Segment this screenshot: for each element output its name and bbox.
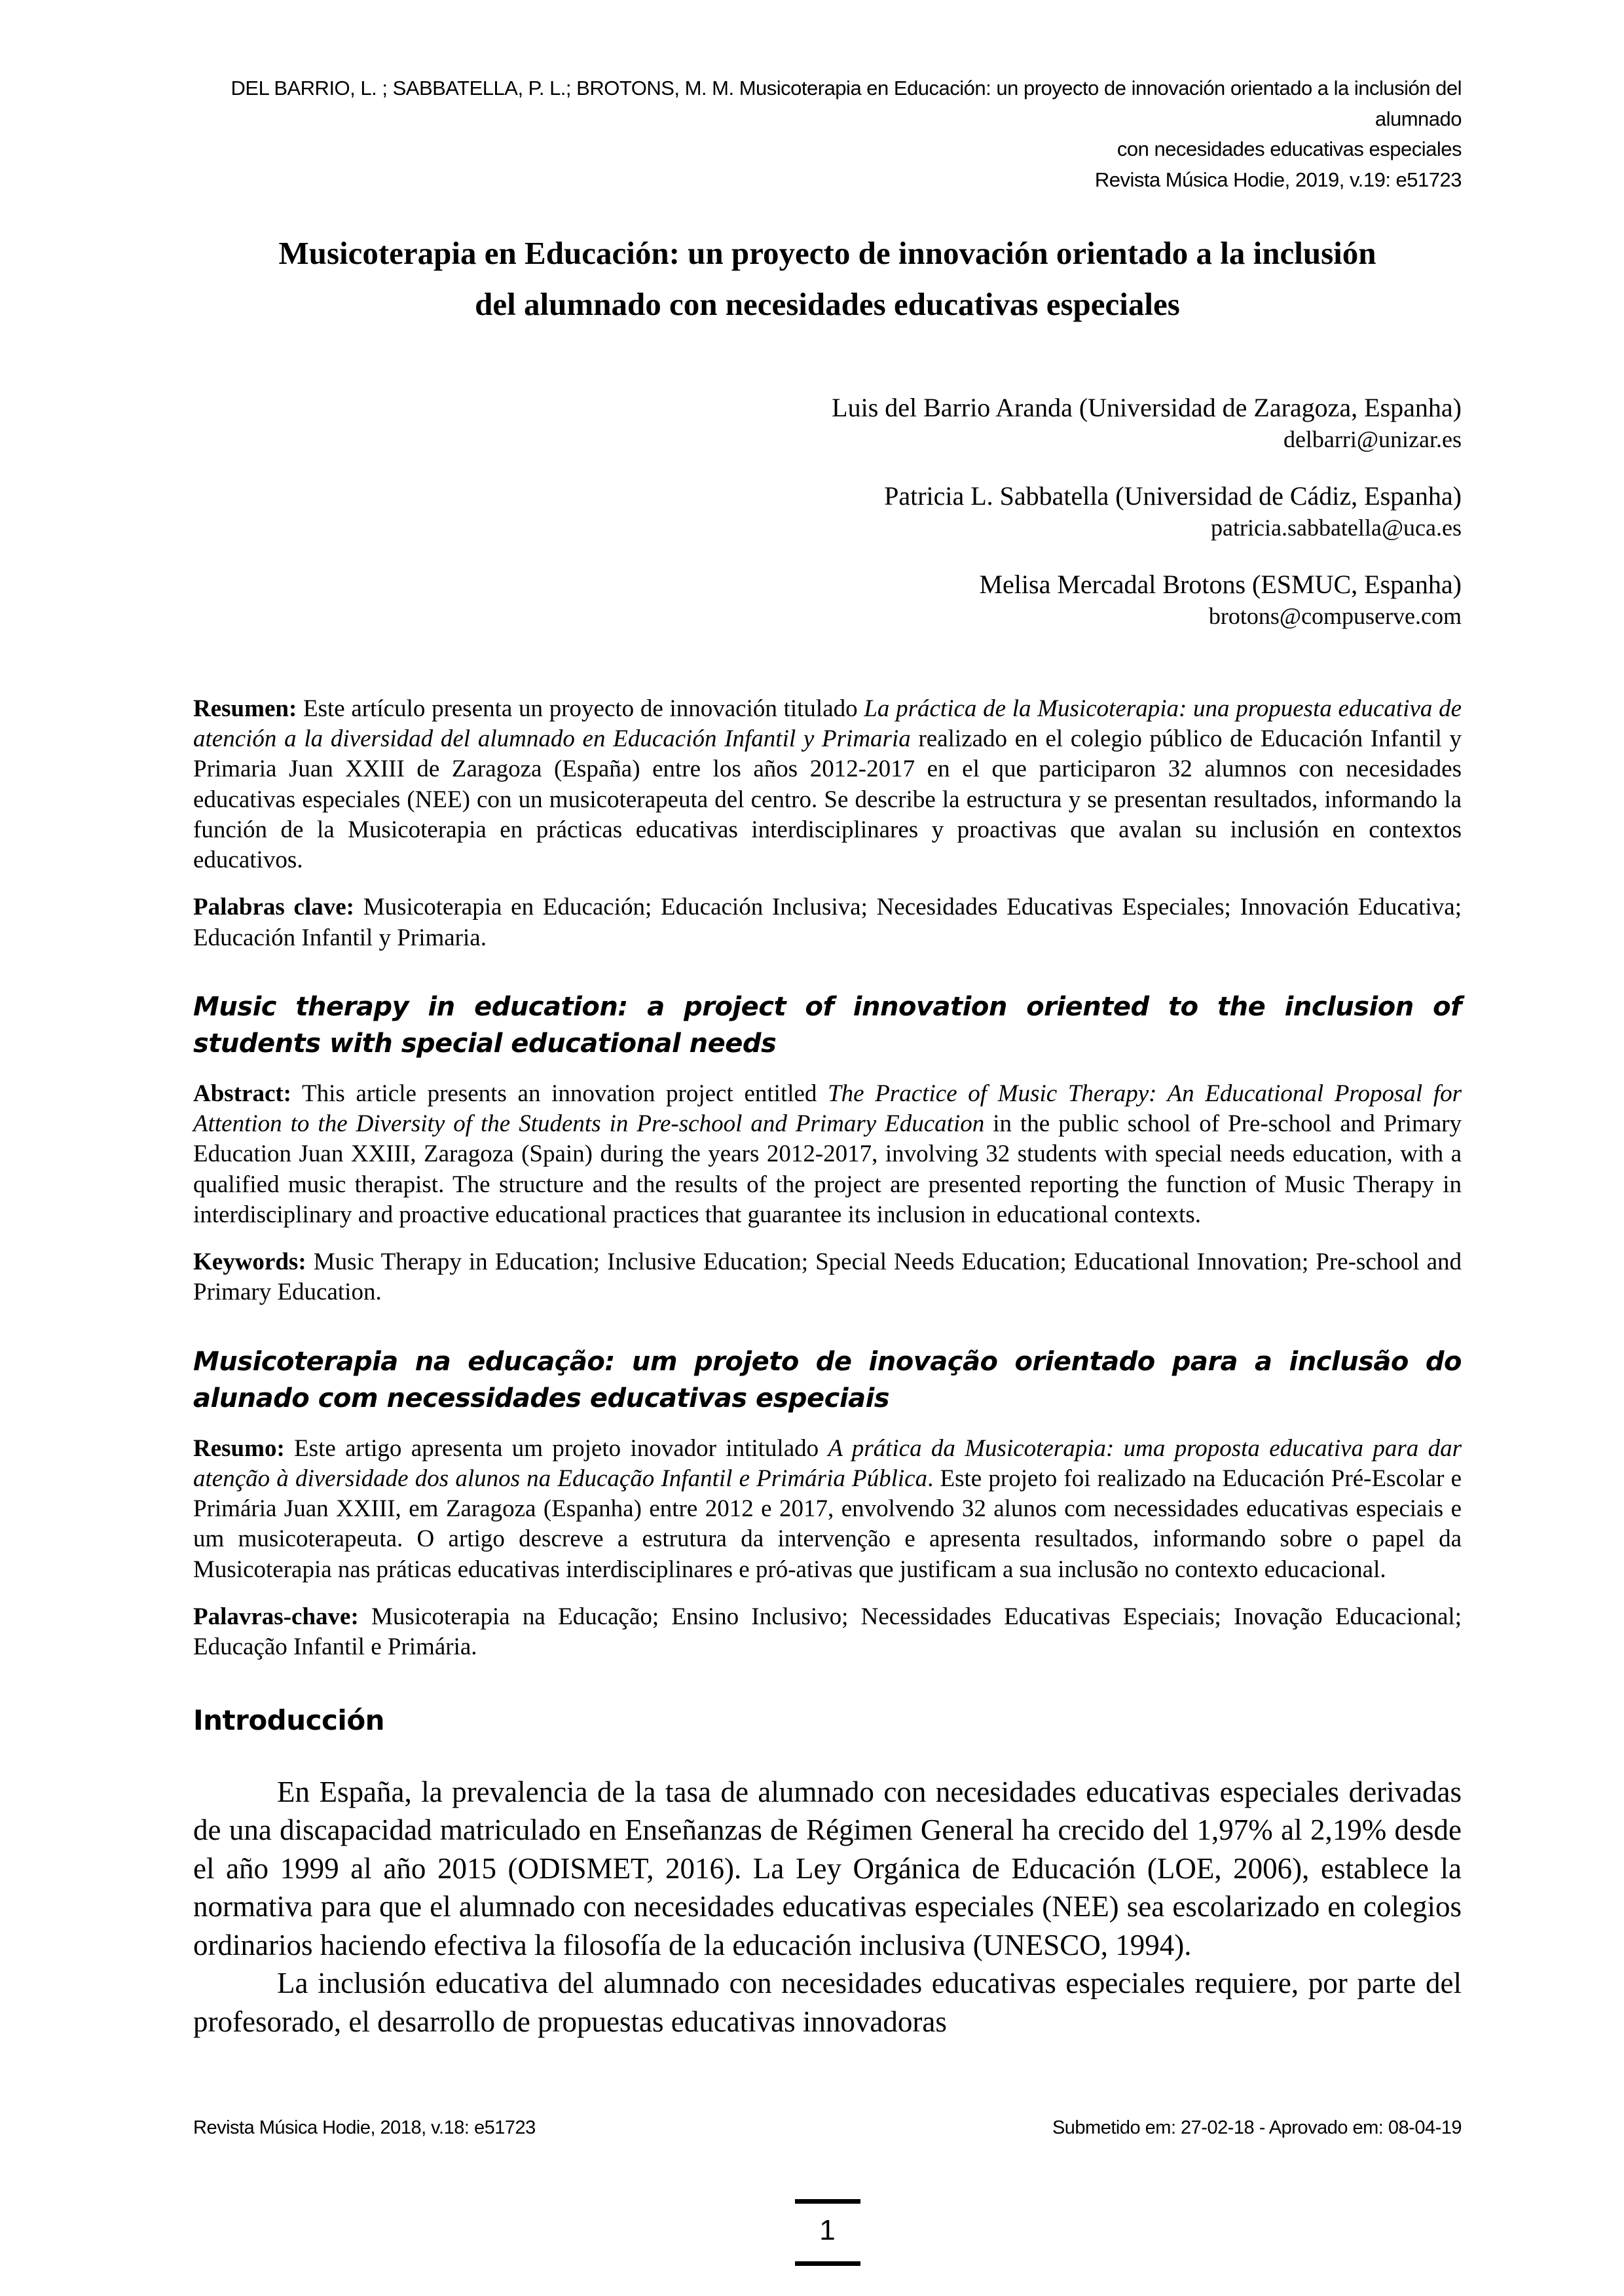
portuguese-title: Musicoterapia na educação: um projeto de inovação orientado para a inclusão do alunado com necessidades educativas especiais (193, 1346, 1462, 1413)
palabras-clave-paragraph (193, 892, 1462, 953)
running-head (193, 73, 1462, 195)
abstract-paragraph (193, 1079, 1462, 1230)
resumen-text: Este artículo presenta un proyecto de innovación titulado La práctica de la Musicoterapia: una propuesta educativa de atención a la diversidad del alumnado en Educación Infantil y Primaria realizado en el colegio público de Educación Infantil y Primaria Juan XXIII de Zaragoza (España) entre los años 2012-2017 en el que participaron 32 alumnos con necesidades educativas especiales (NEE) con un musicoterapeuta del centro. Se describe la estructura y se presentan resultados, informando la función de la Musicoterapia en prácticas educativas interdisciplinares y proactivas que avalan su inclusión en contextos educativos. (193, 695, 1462, 874)
palabras-clave-label: Palabras clave: (193, 894, 354, 921)
author-email: patricia.sabbatella@uca.es (1211, 514, 1462, 541)
palavras-chave-paragraph (193, 1602, 1462, 1663)
resumen-label: Resumen: (193, 695, 297, 722)
resumen-paragraph (193, 694, 1462, 876)
footer-submission-dates: Submetido em: 27-02-18 - Aprovado em: 08-04-19 (1052, 2117, 1462, 2138)
author-email: delbarri@unizar.es (1283, 426, 1462, 452)
author-name: Patricia L. Sabbatella (Universidad de Cádiz, Espanha) (884, 481, 1462, 511)
page-footer (193, 2117, 1462, 2266)
english-title: Music therapy in education: a project of innovation oriented to the inclusion of students with special educational needs (193, 991, 1462, 1059)
abstract-text: This article presents an innovation project entitled The Practice of Music Therapy: An Educational Proposal for Attention to the Diversity of the Students in Pre-school and Primary Education in the public school of Pre-school and Primary Education Juan XXIII, Zaragoza (Spain) during the years 2012-2017, involving 32 students with special needs education, with a qualified music therapist. The structure and the results of the project are presented reporting the function of Music Therapy in interdisciplinary and proactive educational practices that guarantee its inclusion in educational contexts. (193, 1080, 1462, 1228)
running-head-citation-line2: con necesidades educativas especiales (1116, 137, 1462, 160)
author-name: Luis del Barrio Aranda (Universidad de Zaragoza, Espanha) (832, 392, 1462, 422)
authors-block (193, 391, 1462, 656)
page-number: 1 (795, 2199, 860, 2266)
running-head-journal: Revista Música Hodie, 2019, v.19: e51723 (1094, 168, 1462, 191)
author-entry (193, 479, 1462, 543)
introduction-heading: Introducción (193, 1704, 385, 1737)
palabras-clave-text: Musicoterapia en Educación; Educación Inclusiva; Necesidades Educativas Especiales; Innovación Educativa; Educación Infantil y Primaria. (193, 894, 1462, 951)
keywords-paragraph (193, 1247, 1462, 1308)
author-name: Melisa Mercadal Brotons (ESMUC, Espanha) (979, 569, 1462, 599)
author-entry (193, 568, 1462, 631)
article-title: Musicoterapia en Educación: un proyecto de innovación orientado a la inclusión del alumnado con necesidades educativas especiales (278, 235, 1376, 323)
introduction-paragraph: En España, la prevalencia de la tasa de alumnado con necesidades educativas especiales derivadas de una discapacidad matriculado en Enseñanzas de Régimen General ha crecido del 1,97% al 2,19% desde el año 1999 al año 2015 (ODISMET, 2016). La Ley Orgánica de Educación (LOE, 2006), establece la normativa para que el alumnado con necesidades educativas especiales (NEE) sea escolarizado en colegios ordinarios haciendo efectiva la filosofía de la educación inclusiva (UNESCO, 1994). (193, 1775, 1462, 1961)
footer-journal-info: Revista Música Hodie, 2018, v.18: e51723 (193, 2117, 536, 2138)
resumo-label: Resumo: (193, 1434, 285, 1462)
author-entry (193, 391, 1462, 454)
resumo-text: Este artigo apresenta um projeto inovador intitulado A prática da Musicoterapia: uma proposta educativa para dar atenção à diversidade dos alunos na Educação Infantil e Primária Pública. Este projeto foi realizado na Educación Pré-Escolar e Primária Juan XXIII, em Zaragoza (Espanha) entre 2012 e 2017, envolvendo 32 alunos com necessidades educativas especiais e um musicoterapeuta. O artigo descreve a estrutura da intervenção e apresenta resultados, informando sobre o papel da Musicoterapia nas práticas educativas interdisciplinares e pró-ativas que justificam a sua inclusão no contexto educacional. (193, 1434, 1462, 1583)
footer-row (193, 2117, 1462, 2139)
keywords-text: Music Therapy in Education; Inclusive Education; Special Needs Education; Educational Innovation; Pre-school and Primary Education. (193, 1248, 1462, 1306)
keywords-label: Keywords: (193, 1248, 306, 1276)
resumo-paragraph (193, 1434, 1462, 1585)
palavras-chave-text: Musicoterapia na Educação; Ensino Inclusivo; Necessidades Educativas Especiais; Inovação Educacional; Educação Infantil e Primária. (193, 1603, 1462, 1661)
running-head-citation-line1: DEL BARRIO, L. ; SABBATELLA, P. L.; BROTONS, M. M. Musicoterapia en Educación: un proyecto de innovación orientado a la inclusión del alumnado (231, 77, 1462, 130)
abstract-label: Abstract: (193, 1080, 292, 1107)
author-email: brotons@compuserve.com (1208, 602, 1462, 629)
introduction-paragraph: La inclusión educativa del alumnado con necesidades educativas especiales requiere, por parte del profesorado, el desarrollo de propuestas educativas innovadoras (193, 1967, 1462, 2038)
palavras-chave-label: Palavras-chave: (193, 1603, 359, 1630)
